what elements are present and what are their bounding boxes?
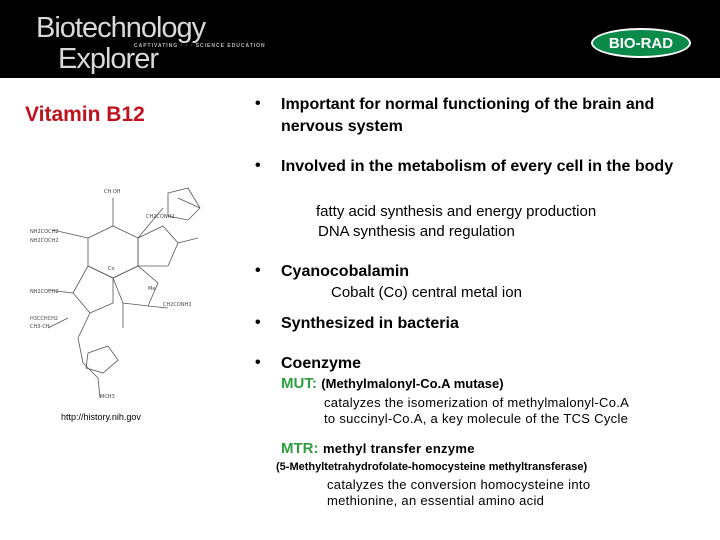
bullet-3-sub-1: Cobalt (Co) central metal ion: [331, 284, 522, 301]
bullet-dot-1: •: [255, 95, 261, 112]
svg-text:NH2COCH2: NH2COCH2: [30, 229, 59, 235]
bullet-dot-3: •: [255, 262, 261, 279]
mtr-name: methyl transfer enzyme: [322, 441, 475, 456]
bio-rad-logo: [591, 28, 691, 58]
bullet-dot-2: •: [255, 157, 261, 174]
mut-heading: [281, 375, 504, 393]
mut-desc-2: to succinyl-Co.A, a key molecule of the TCS Cycle: [324, 411, 629, 426]
bullet-2-sub-1: fatty acid synthesis and energy production: [316, 203, 597, 220]
bullet-2-sub-2: DNA synthesis and regulation: [318, 223, 515, 240]
mtr-desc-1: catalyzes the conversion homocysteine into: [327, 477, 591, 492]
svg-text:NH2COCH2: NH2COCH2: [30, 238, 59, 244]
slide-title: Vitamin B12: [25, 103, 145, 126]
image-credit: http://history.nih.gov: [61, 412, 141, 422]
svg-text:CH2CONH2: CH2CONH2: [163, 302, 192, 308]
mut-label: MUT:: [281, 375, 317, 392]
bullet-1-text: Important for normal functioning of the brain and nervous system: [281, 96, 655, 135]
mtr-heading: [281, 440, 475, 458]
mut-desc-1: catalyzes the isomerization of methylmalonyl-Co.A: [324, 395, 630, 410]
bullet-4-text: Synthesized in bacteria: [281, 315, 459, 332]
logo-line-2: Explorer: [58, 43, 158, 75]
bullet-dot-5: •: [255, 354, 261, 371]
bullet-5-text: Coenzyme: [281, 355, 362, 372]
mtr-desc-2: methionine, an essential amino acid: [327, 493, 545, 508]
mtr-label: MTR:: [281, 440, 319, 457]
svg-text:H3CCHCH2: H3CCHCH2: [30, 316, 59, 322]
bullet-3-text: Cyanocobalamin: [281, 263, 410, 280]
svg-text:NH2COCH2: NH2COCH2: [30, 289, 59, 295]
header-banner: [0, 0, 720, 78]
svg-text:CH2CONH2: CH2CONH2: [146, 214, 175, 220]
vitamin-b12-structure-image: [28, 178, 208, 403]
svg-text:Co: Co: [108, 266, 115, 272]
logo-line-1: Biotechnology: [36, 12, 206, 44]
svg-text:CH3-CH: CH3-CH: [30, 324, 50, 330]
mtr-full-name: (5-Methyltetrahydrofolate-homocysteine methyltransferase): [276, 461, 588, 473]
logo-tagline: CAPTIVATING · · · SCIENCE EDUCATION: [134, 43, 266, 49]
svg-text:MCH3: MCH3: [100, 394, 115, 400]
bullet-dot-4: •: [255, 314, 261, 331]
bullet-2-text: Involved in the metabolism of every cell in the body: [281, 158, 674, 175]
mut-name: (Methylmalonyl-Co.A mutase): [321, 376, 504, 391]
svg-text:CH OH: CH OH: [104, 189, 121, 195]
brand-text: BIO-RAD: [608, 34, 674, 52]
svg-text:Me: Me: [148, 286, 156, 292]
